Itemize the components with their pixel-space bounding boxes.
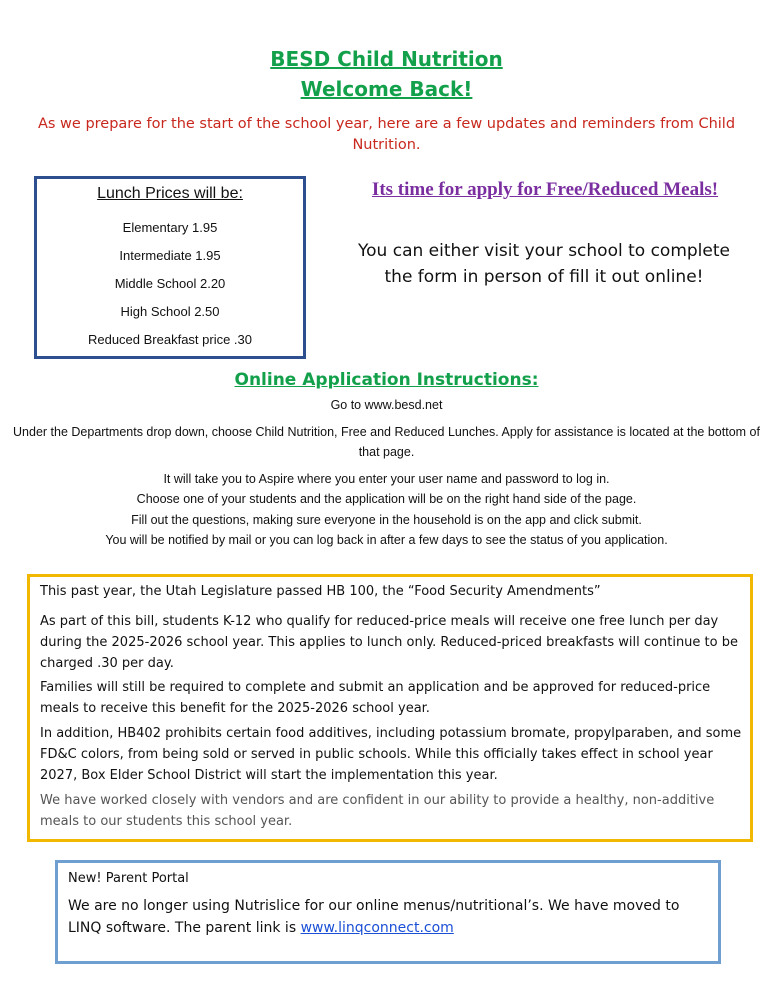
parent-portal-title: New! Parent Portal [68,871,189,886]
parent-portal-text: We are no longer using Nutrislice for our online menus/nutritional’s. We have moved to LINQ software. The parent link is [68,898,680,936]
parent-portal-body [68,895,708,939]
instruction-line: Fill out the questions, making sure everyone in the household is on the app and click submit. [131,513,642,527]
notice-paragraph: This past year, the Utah Legislature passed HB 100, the “Food Security Amendments” [40,584,601,599]
instruction-line: Go to www.besd.net [330,398,443,412]
instruction-line: Under the Departments drop down, choose Child Nutrition, Free and Reduced Lunches. Apply for assistance is located at the bottom of that page. [13,425,760,459]
notice-paragraph: As part of this bill, students K-12 who qualify for reduced-price meals will receive one free lunch per day during the 2025-2026 school year. This applies to lunch only. Reduced-priced breakfasts will continue to be charged .30 per day. [40,614,738,671]
parent-portal-box [55,860,721,964]
notice-paragraph: We have worked closely with vendors and are confident in our ability to provide a healthy, non-additive meals to our students this school year. [40,793,715,829]
price-item: High School 2.50 [120,304,220,319]
price-item: Reduced Breakfast price .30 [87,332,253,347]
lunch-prices-heading: Lunch Prices will be: [97,185,243,202]
page-subtitle: Welcome Back! [300,77,473,101]
instruction-line: You will be notified by mail or you can log back in after a few days to see the status of you application. [105,533,668,547]
price-item: Elementary 1.95 [122,220,218,235]
legislation-notice-box [27,574,753,842]
intro-text: As we prepare for the start of the school year, here are a few updates and reminders from Child Nutrition. [37,116,736,153]
online-instructions-title: Online Application Instructions: [234,370,539,390]
notice-paragraph: In addition, HB402 prohibits certain food additives, including potassium bromate, propylparaben, and some FD&C colors, from being sold or served in public schools. While this officially takes effect in school year 2027, Box Elder School District will start the implementation this year. [40,726,742,783]
linqconnect-link[interactable]: www.linqconnect.com [300,920,454,936]
free-reduced-title: Its time for apply for Free/Reduced Meals! [371,179,719,200]
notice-paragraph: Families will still be required to complete and submit an application and be approved for reduced-price meals to receive this benefit for the 2025-2026 school year. [40,680,711,716]
instruction-line: Choose one of your students and the application will be on the right hand side of the page. [136,492,637,506]
instruction-line: It will take you to Aspire where you enter your user name and password to log in. [163,472,610,486]
price-item: Middle School 2.20 [114,276,226,291]
lunch-prices-box [34,176,306,359]
price-item: Intermediate 1.95 [119,248,221,263]
free-reduced-body: You can either visit your school to complete the form in person of fill it out online! [358,241,730,287]
page-title: BESD Child Nutrition [270,47,503,71]
